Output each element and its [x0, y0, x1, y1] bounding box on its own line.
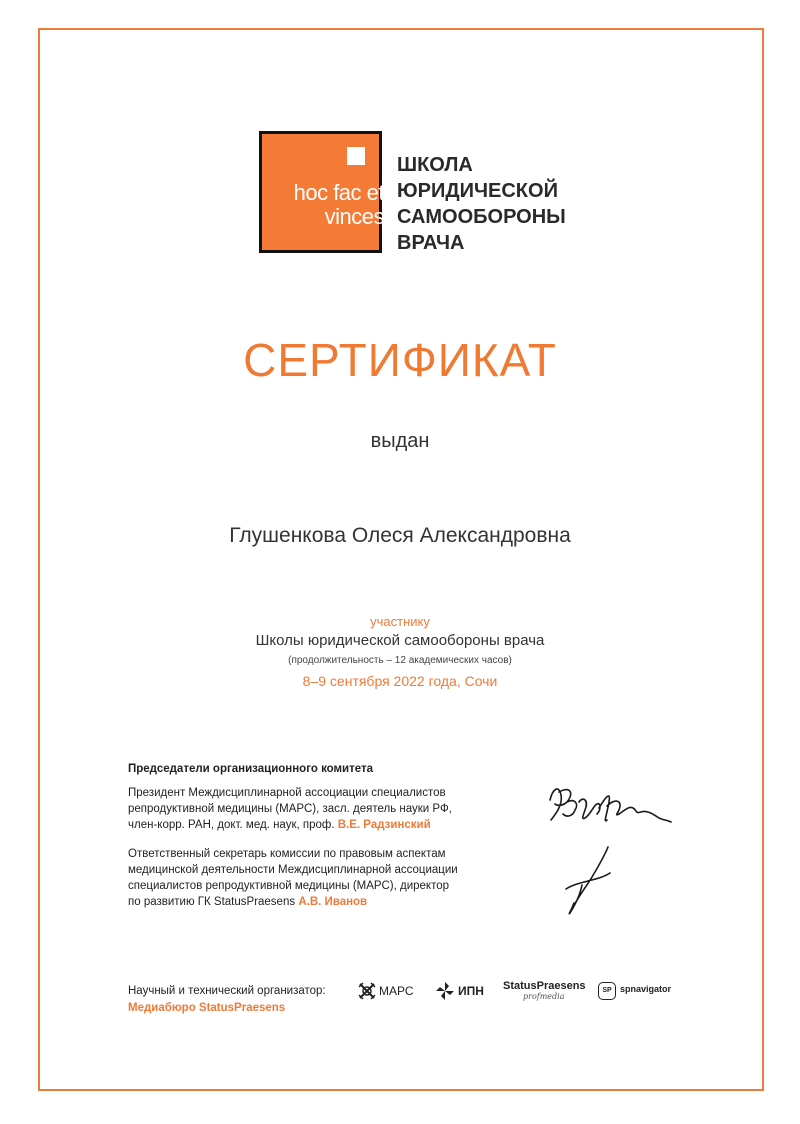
signature-ivanov	[558, 843, 618, 918]
person-2-line: Ответственный секретарь комиссии по правовым аспектам	[128, 848, 446, 860]
person-1-title: член-корр. РАН, докт. мед. наук, проф.	[128, 819, 335, 831]
person-2-line: медицинской деятельности Междисциплинарной ассоциации	[128, 864, 458, 876]
school-title-line: САМООБОРОНЫ	[397, 206, 566, 228]
school-title-line: ЮРИДИЧЕСКОЙ	[397, 180, 558, 202]
school-title	[397, 152, 597, 256]
program-duration: (продолжительность – 12 академических часов)	[288, 655, 512, 666]
mars-label: МАРС	[379, 984, 414, 998]
organizer-name: Медиабюро StatusPraesens	[128, 1002, 286, 1014]
committee-person-1	[128, 785, 508, 833]
program-name: Школы юридической самообороны врача	[255, 632, 545, 649]
organizer-label: Научный и технический организатор:	[128, 985, 326, 997]
signature-radzinsky	[545, 780, 675, 835]
person-1-line: репродуктивной медицины (МАРС), засл. деятель науки РФ,	[128, 803, 452, 815]
issued-label: выдан	[370, 430, 430, 452]
person-1-name: В.Е. Радзинский	[337, 819, 431, 831]
person-2-name: А.В. Иванов	[298, 896, 368, 908]
ipn-emblem-icon	[435, 981, 455, 1001]
spnavigator-label: spnavigator	[620, 984, 672, 994]
mars-emblem-icon	[358, 982, 376, 1000]
school-title-line: ВРАЧА	[397, 232, 465, 254]
logo-motto	[268, 181, 384, 229]
certificate-title: СЕРТИФИКАТ	[243, 334, 557, 386]
person-1-line	[128, 817, 508, 833]
school-logo	[259, 131, 382, 253]
committee-person-2	[128, 846, 508, 910]
recipient-name: Глушенкова Олеся Александровна	[229, 524, 571, 547]
organizer-block	[128, 983, 326, 1017]
school-title-line: ШКОЛА	[397, 154, 473, 176]
spnavigator-badge-icon: SP	[598, 982, 616, 1000]
ipn-label: ИПН	[458, 984, 484, 998]
logo-square-icon	[347, 147, 365, 165]
person-2-line: специалистов репродуктивной медицины (МАРС), директор	[128, 880, 450, 892]
statuspraesens-label: StatusPraesens	[503, 980, 586, 992]
statuspraesens-sublabel: profmedia	[523, 992, 565, 1001]
event-dates: 8–9 сентября 2022 года, Сочи	[302, 673, 498, 689]
logo-motto-line: hoc fac et	[293, 180, 384, 205]
person-2-line	[128, 894, 508, 910]
committee-heading: Председатели организационного комитета	[128, 763, 374, 775]
person-2-title: по развитию ГК StatusPraesens	[128, 896, 296, 908]
person-1-line: Президент Междисциплинарной ассоциации специалистов	[128, 787, 446, 799]
logo-motto-line: vinces	[324, 204, 384, 229]
participant-label: участнику	[370, 614, 430, 629]
